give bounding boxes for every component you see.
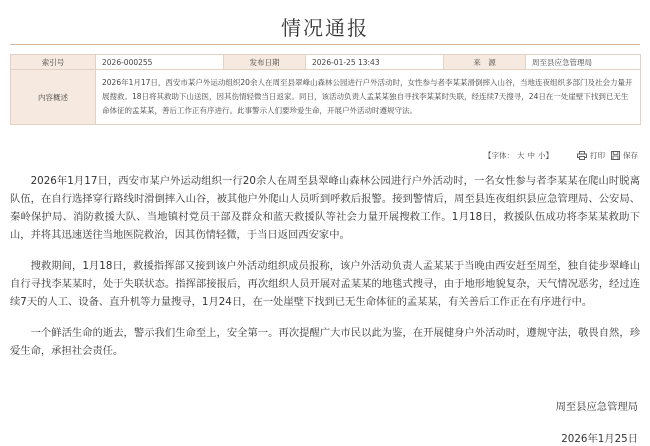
save-button[interactable]	[611, 150, 638, 161]
summary-label: 内容概述	[11, 70, 96, 125]
index-value: 2026-000255	[96, 55, 224, 70]
metadata-row	[11, 55, 641, 70]
font-small-button[interactable]: 小	[538, 150, 546, 160]
save-label: 保存	[623, 150, 638, 160]
summary-text: 2026年1月17日，西安市某户外运动组织20余人在周至县翠峰山森林公园进行户外活动时，女性参与者李某某滑倒摔入山谷，当地连夜组织多部门及社会力量开展搜救。18日将其救助下山送医，因其伤情轻微当日返家。同日，该活动负责人孟某某独自寻找李某某时失联，经连续7天搜寻，24日在一处崖壁下找到已无生命体征的孟某某，善后工作正有序进行。此事警示人们要珍爱生命，开展户外活动时遵规守法。	[96, 70, 641, 125]
save-icon	[611, 151, 620, 160]
font-size-label: 【字体：	[484, 150, 514, 160]
date-label: 发布日期	[224, 55, 306, 70]
signature-date: 2026年1月25日	[561, 433, 638, 445]
font-size-bracket: 】	[545, 150, 553, 160]
source-label: 来 源	[444, 55, 526, 70]
metadata-table	[10, 54, 641, 125]
print-label: 打印	[590, 150, 605, 160]
font-medium-button[interactable]: 中	[527, 150, 535, 160]
print-button[interactable]	[577, 150, 605, 161]
article-body	[10, 172, 640, 373]
article-paragraph: 2026年1月17日，西安市某户外运动组织一行20余人在周至县翠峰山森林公园进行户外活动时，一名女性参与者李某某在爬山时脱离队伍，在自行选择穿行路线时滑倒摔入山谷，被其他户外爬山人员听到呼救后报警。接到警情后，周至县连夜组织县应急管理局、公安局、秦岭保护局、消防救援大队、当地镇村党员干部及群众和蓝天救援队等社会力量开展搜救工作。1月18日，救援队伍成功将李某某救助下山，并将其迅速送往当地医院救治，因其伤情轻微，于当日返回西安家中。	[10, 175, 640, 241]
article-paragraph: 搜救期间，1月18日，救援指挥部又接到该户外活动组织成员报称，该户外活动负责人孟某某于当晚由西安赶至周至，独自徒步翠峰山自行寻找李某某时，处于失联状态。指挥部接报后，再次组织人员开展对孟某某的地毯式搜寻，由于地形地貌复杂，天气情况恶劣，经过连续7天的人工、设备、直升机等力量搜寻，1月24日，在一处崖壁下找到已无生命体征的孟某某，有关善后工作正在有序进行中。	[10, 260, 640, 308]
article-toolbar	[484, 149, 638, 161]
article-paragraph: 一个鲜活生命的逝去，警示我们生命至上，安全第一。再次提醒广大市民以此为鉴，在开展健身户外活动时，遵规守法，敬畏自然，珍爱生命，承担社会责任。	[10, 327, 640, 357]
signature-org: 周至县应急管理局	[555, 401, 638, 413]
source-value: 周至县应急管理局	[526, 55, 641, 70]
printer-icon	[577, 151, 587, 160]
title-divider	[10, 44, 640, 45]
font-size-control	[484, 150, 553, 161]
date-value: 2026-01-25 13:43	[306, 55, 444, 70]
font-large-button[interactable]: 大	[517, 150, 525, 160]
summary-row	[11, 70, 641, 125]
page-title: 情况通报	[281, 16, 369, 40]
index-label: 索引号	[11, 55, 96, 70]
